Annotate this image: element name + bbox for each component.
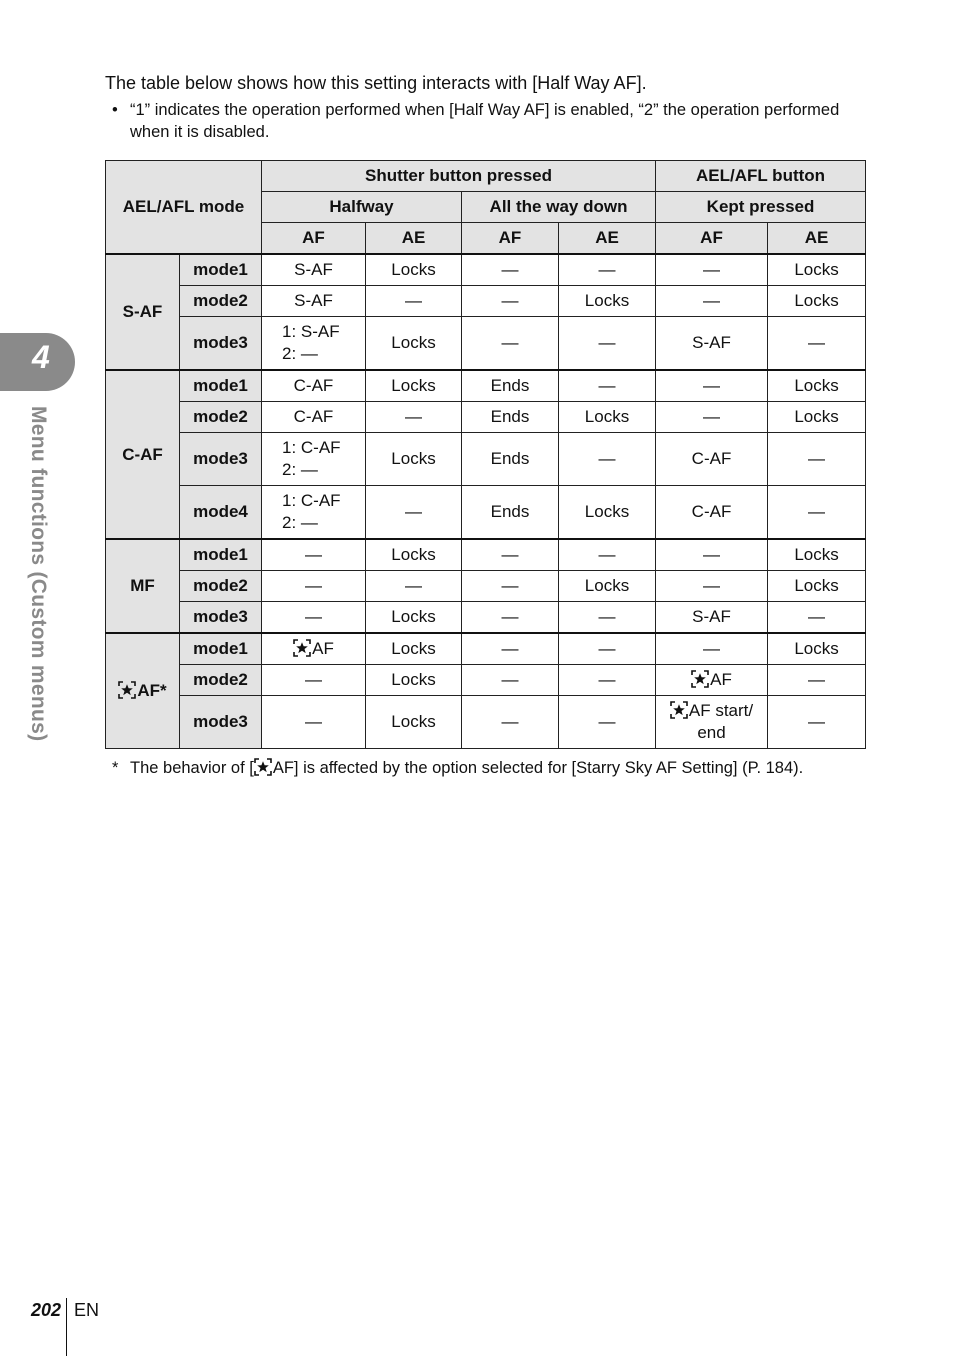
footnote-part-b: AF] is affected by the option selected for [Starry Sky AF Setting] (P. 184). — [272, 759, 804, 777]
table-cell: — — [559, 254, 656, 286]
starry-sky-icon — [293, 639, 311, 657]
table-cell: — — [656, 370, 768, 402]
table-cell: — — [366, 402, 462, 433]
group-label — [106, 539, 180, 633]
table-cell: Locks — [366, 665, 462, 696]
starry-sky-icon — [670, 701, 688, 719]
table-cell: — — [462, 539, 559, 571]
table-row — [106, 665, 866, 696]
table-cell: — — [656, 571, 768, 602]
mode-label: mode4 — [180, 486, 262, 540]
table-cell: Ends — [462, 402, 559, 433]
group-label — [106, 633, 180, 749]
table-cell: Locks — [768, 370, 866, 402]
table-cell: — — [768, 665, 866, 696]
table-cell: Locks — [366, 539, 462, 571]
table-cell: S-AF — [262, 286, 366, 317]
table-cell: C-AF — [656, 433, 768, 486]
table-cell: S-AF — [262, 254, 366, 286]
group-name: AF* — [137, 681, 167, 700]
table-cell: Ends — [462, 486, 559, 540]
footnote-part-a: The behavior of [ — [130, 759, 254, 777]
table-cell: — — [768, 433, 866, 486]
table-cell: Locks — [366, 633, 462, 665]
table-cell: Locks — [366, 433, 462, 486]
starry-sky-icon — [254, 758, 272, 776]
table-cell: AF — [656, 665, 768, 696]
mode-label: mode2 — [180, 665, 262, 696]
table-cell: C-AF — [262, 402, 366, 433]
table-cell: — — [462, 317, 559, 371]
intro-text: The table below shows how this setting interacts with [Half Way AF]. — [105, 73, 647, 93]
table-cell: Locks — [559, 286, 656, 317]
table-cell: Locks — [768, 633, 866, 665]
mode-label: mode1 — [180, 539, 262, 571]
mode-label: mode1 — [180, 370, 262, 402]
table-cell: — — [656, 254, 768, 286]
table-row — [106, 254, 866, 286]
corner-header: AEL/AFL mode — [106, 161, 262, 255]
table-cell: — — [262, 571, 366, 602]
mode-label: mode2 — [180, 571, 262, 602]
col-af-3: AF — [656, 223, 768, 255]
table-cell: Locks — [768, 571, 866, 602]
page-divider — [66, 1298, 67, 1356]
table-row — [106, 433, 866, 486]
table-cell: 1: C-AF 2: — — [262, 486, 366, 540]
footnote-text — [130, 757, 852, 779]
table-cell: — — [559, 539, 656, 571]
table-row — [106, 370, 866, 402]
group-name: S-AF — [122, 302, 163, 321]
table-cell: 1: S-AF 2: — — [262, 317, 366, 371]
table-cell: — — [462, 633, 559, 665]
mode-label: mode3 — [180, 696, 262, 749]
table-cell: — — [768, 317, 866, 371]
table-cell: — — [366, 486, 462, 540]
page-language: EN — [74, 1300, 100, 1320]
table-row — [106, 696, 866, 749]
table-cell: Ends — [462, 433, 559, 486]
kept-header: Kept pressed — [656, 192, 866, 223]
table-cell: — — [462, 696, 559, 749]
bullet-note — [112, 99, 852, 143]
starry-sky-icon — [118, 681, 136, 699]
starry-sky-icon — [691, 670, 709, 688]
halfway-header: Halfway — [262, 192, 462, 223]
table-row — [106, 486, 866, 540]
table-cell: Locks — [366, 370, 462, 402]
table-cell: Locks — [768, 286, 866, 317]
table-row — [106, 571, 866, 602]
mode-label: mode3 — [180, 317, 262, 371]
table-cell: Locks — [366, 254, 462, 286]
mode-label: mode1 — [180, 633, 262, 665]
table-cell: — — [559, 317, 656, 371]
table-cell: — — [656, 286, 768, 317]
table-cell: — — [559, 433, 656, 486]
allway-header: All the way down — [462, 192, 656, 223]
table-cell: Locks — [366, 317, 462, 371]
mode-label: mode3 — [180, 433, 262, 486]
chapter-number: 4 — [32, 339, 50, 375]
table-cell: — — [366, 571, 462, 602]
table-cell: Locks — [768, 402, 866, 433]
table-cell: C-AF — [262, 370, 366, 402]
table-cell: 1: C-AF 2: — — [262, 433, 366, 486]
table-cell: AF — [262, 633, 366, 665]
table-cell: S-AF — [656, 317, 768, 371]
table-cell: — — [768, 486, 866, 540]
mode-label: mode2 — [180, 402, 262, 433]
table-cell: — — [262, 602, 366, 634]
table-body — [106, 254, 866, 749]
bullet-text: “1” indicates the operation performed when [Half Way AF] is enabled, “2” the operation performed when it is disabled. — [130, 101, 840, 141]
table-cell: — — [559, 602, 656, 634]
col-af-2: AF — [462, 223, 559, 255]
table-row — [106, 317, 866, 371]
table-row — [106, 286, 866, 317]
mode-label: mode3 — [180, 602, 262, 634]
table-cell: — — [768, 602, 866, 634]
table-cell: C-AF — [656, 486, 768, 540]
shutter-header: Shutter button pressed — [262, 161, 656, 192]
table-cell: — — [656, 539, 768, 571]
table-cell: Locks — [366, 602, 462, 634]
table-cell: Locks — [559, 486, 656, 540]
footnote — [112, 757, 852, 779]
mode-label: mode1 — [180, 254, 262, 286]
table-cell: Locks — [366, 696, 462, 749]
col-ae-3: AE — [768, 223, 866, 255]
col-ae-2: AE — [559, 223, 656, 255]
table-cell: Locks — [559, 571, 656, 602]
table-cell: — — [462, 286, 559, 317]
table-cell: — — [768, 696, 866, 749]
footnote-mark: * — [112, 759, 119, 777]
table-row — [106, 539, 866, 571]
group-name: C-AF — [122, 444, 163, 464]
table-cell: — — [462, 602, 559, 634]
table-cell: — — [462, 665, 559, 696]
table-cell: — — [262, 696, 366, 749]
group-label — [106, 370, 180, 539]
table-cell: — — [262, 665, 366, 696]
table-cell: — — [366, 286, 462, 317]
page-number: 202 — [31, 1300, 62, 1320]
table-cell: — — [462, 254, 559, 286]
table-cell: Ends — [462, 370, 559, 402]
group-name: MF — [130, 576, 155, 595]
table-cell: — — [559, 696, 656, 749]
table-row — [106, 633, 866, 665]
table-row — [106, 602, 866, 634]
table-cell: — — [656, 633, 768, 665]
table-cell: Locks — [559, 402, 656, 433]
table-cell: — — [656, 402, 768, 433]
table-cell: — — [559, 633, 656, 665]
table-cell: AF start/ end — [656, 696, 768, 749]
table-cell: — — [462, 571, 559, 602]
table-cell: — — [559, 665, 656, 696]
table-cell: — — [559, 370, 656, 402]
table-cell: S-AF — [656, 602, 768, 634]
col-ae-1: AE — [366, 223, 462, 255]
bullet-dot: • — [112, 101, 118, 119]
table-cell: — — [262, 539, 366, 571]
col-af-1: AF — [262, 223, 366, 255]
table-cell: Locks — [768, 254, 866, 286]
button-header: AEL/AFL button — [656, 161, 866, 192]
table-cell: Locks — [768, 539, 866, 571]
group-label — [106, 254, 180, 370]
table-row — [106, 402, 866, 433]
mode-label: mode2 — [180, 286, 262, 317]
af-mode-table — [105, 160, 866, 749]
chapter-title: Menu functions (Custom menus) — [27, 406, 50, 742]
